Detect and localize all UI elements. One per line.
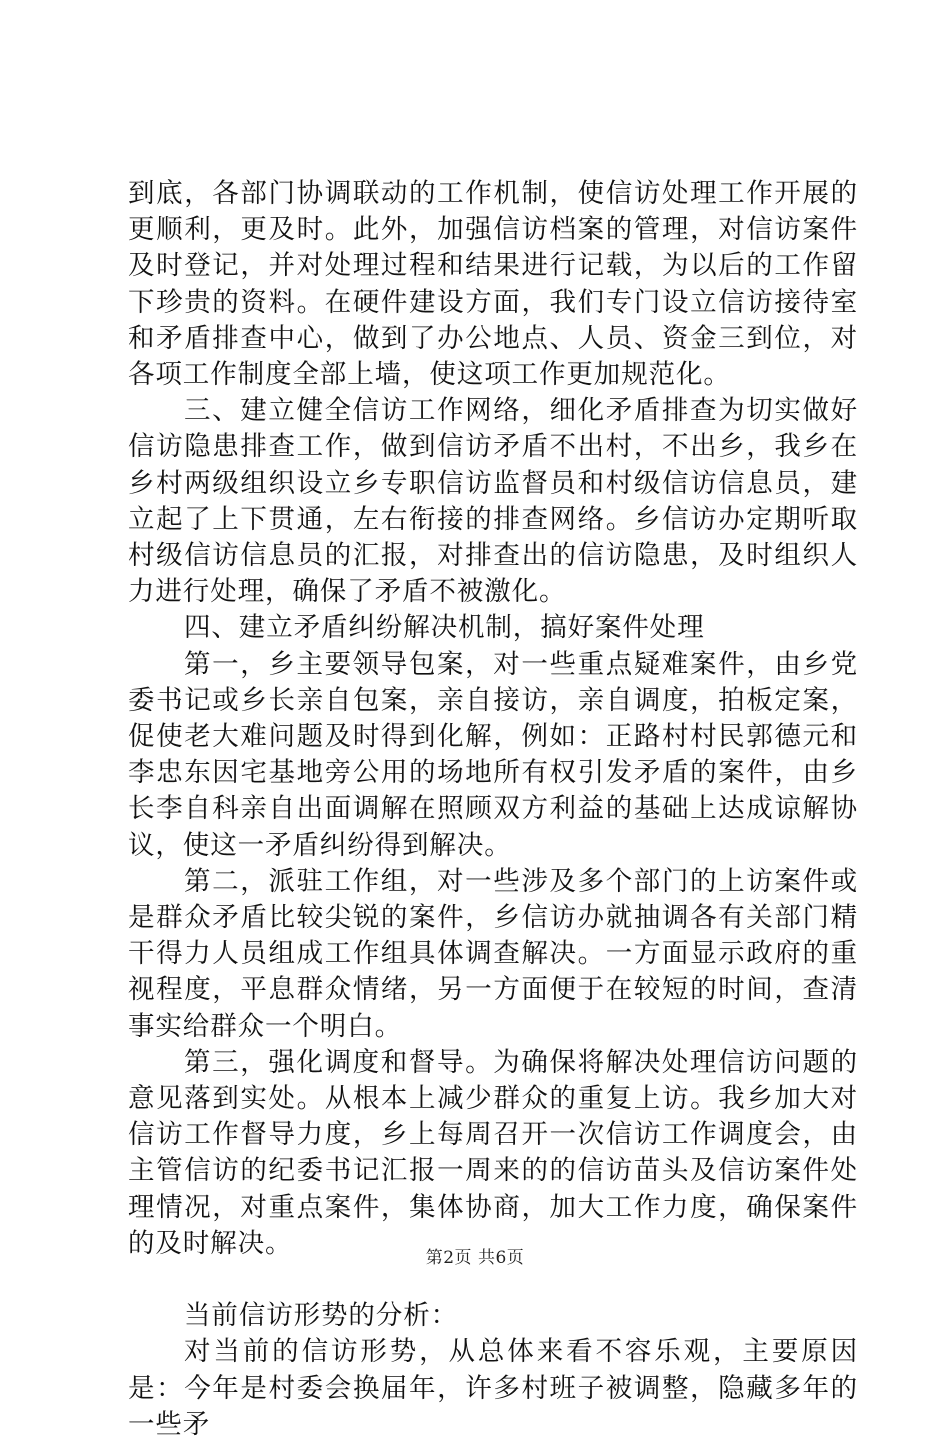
page-number-footer: 第2页 共6页 [425,1248,525,1268]
heading-situation-analysis: 当前信访形势的分析： [184,1300,458,1332]
paragraph-archive-management: 到底，各部门协调联动的工作机制，使信访处理工作开展的更顺利，更及时。此外，加强信访档案的管理，对信访案件及时登记，并对处理过程和结果进行记载，为以后的工作留下珍贵的资料。在硬件建设方面，我们专门设立信访接待室和矛盾排查中心，做到了办公地点、人员、资金三到位，对各项工作制度全部上墙，使这项工作更加规范化。 [128,178,858,391]
paragraph-situation-analysis: 对当前的信访形势，从总体来看不容乐观，主要原因是：今年是村委会换届年，许多村班子被调整，隐藏多年的一些矛 [128,1336,858,1440]
paragraph-first-measure: 第一，乡主要领导包案，对一些重点疑难案件，由乡党委书记或乡长亲自包案，亲自接访，亲自调度，拍板定案，促使老大难问题及时得到化解，例如：正路村村民郭德元和李忠东因宅基地旁公用的场地所有权引发矛盾的案件，由乡长李自科亲自出面调解在照顾双方利益的基础上达成谅解协议，使这一矛盾纠纷得到解决。 [128,648,858,861]
paragraph-second-measure: 第二，派驻工作组，对一些涉及多个部门的上访案件或是群众矛盾比较尖锐的案件，乡信访办就抽调各有关部门精干得力人员组成工作组具体调查解决。一方面显示政府的重视程度，平息群众情绪，另一方面便于在较短的时间，查清事实给群众一个明白。 [128,865,858,1042]
heading-section-four: 四、建立矛盾纠纷解决机制，搞好案件处理 [184,612,705,644]
paragraph-section-three: 三、建立健全信访工作网络，细化矛盾排查为切实做好信访隐患排查工作，做到信访矛盾不出村，不出乡，我乡在乡村两级组织设立乡专职信访监督员和村级信访信息员，建立起了上下贯通，左右衔接的排查网络。乡信访办定期听取村级信访信息员的汇报，对排查出的信访隐患，及时组织人力进行处理，确保了矛盾不被激化。 [128,395,858,608]
paragraph-third-measure: 第三，强化调度和督导。为确保将解决处理信访问题的意见落到实处。从根本上减少群众的重复上访。我乡加大对信访工作督导力度，乡上每周召开一次信访工作调度会，由主管信访的纪委书记汇报一周来的的信访苗头及信访案件处理情况，对重点案件，集体协商，加大工作力度，确保案件的及时解决。 [128,1046,858,1259]
